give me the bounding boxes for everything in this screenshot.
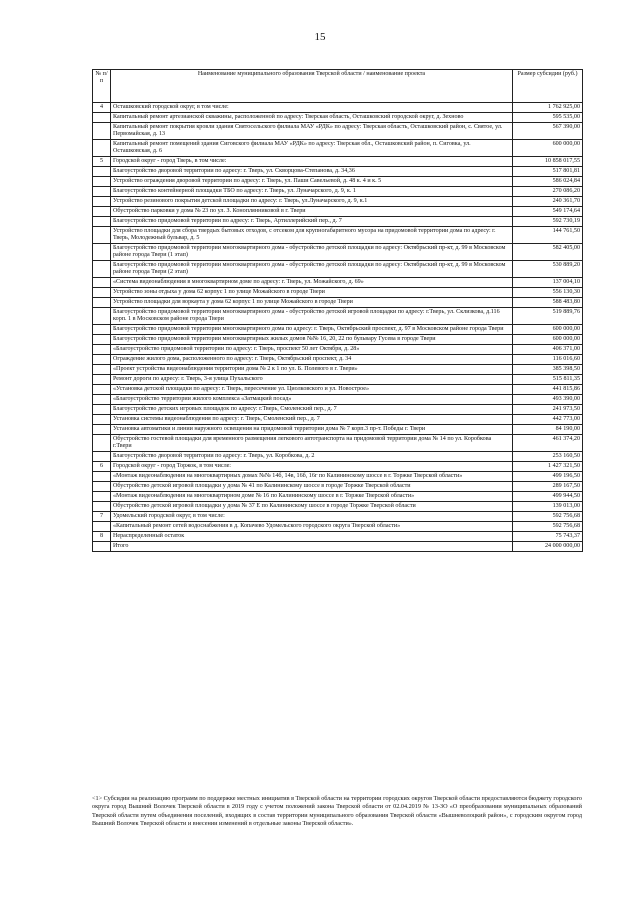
row-subsidy-amount: 75 743,37 bbox=[513, 532, 583, 542]
table-row bbox=[93, 227, 583, 244]
row-project-name: «Монтаж видеонаблюдения на многоквартирных домах №№ 14б, 14в, 16б, 16г по Калининскому шоссе в г. Торжке Тверской области» bbox=[111, 472, 513, 482]
row-number: 6 bbox=[93, 462, 111, 472]
row-number bbox=[93, 375, 111, 385]
table-row bbox=[93, 217, 583, 227]
row-number bbox=[93, 167, 111, 177]
row-project-name: Итого bbox=[111, 542, 513, 552]
row-number bbox=[93, 502, 111, 512]
table-row bbox=[93, 405, 583, 415]
row-project-name: Нераспределенный остаток bbox=[111, 532, 513, 542]
row-project-name: Благоустройство придомовой территории многоквартирных жилых домов №№ 16, 20, 22 по бульвару Гусева в городе Твери bbox=[111, 335, 513, 345]
row-number bbox=[93, 207, 111, 217]
row-project-name: Устройство ограждения дворовой территории по адресу: г. Тверь, ул. Паши Савельевой, д. 48 к. 4 и к. 5 bbox=[111, 177, 513, 187]
row-subsidy-amount: 441 815,86 bbox=[513, 385, 583, 395]
row-subsidy-amount: 137 004,10 bbox=[513, 278, 583, 288]
row-project-name: «Установка детской площадки по адресу: г. Тверь, пересечение ул. Циолковского и ул. Новострое» bbox=[111, 385, 513, 395]
table-row bbox=[93, 502, 583, 512]
row-subsidy-amount: 595 535,00 bbox=[513, 113, 583, 123]
row-number bbox=[93, 197, 111, 207]
row-subsidy-amount: 461 374,20 bbox=[513, 435, 583, 452]
row-number bbox=[93, 395, 111, 405]
table-row bbox=[93, 244, 583, 261]
table-row bbox=[93, 512, 583, 522]
row-project-name: Ограждение жилого дома, расположенного по адресу: г. Тверь, Октябрьский проспект, д. 34 bbox=[111, 355, 513, 365]
row-subsidy-amount: 10 858 017,55 bbox=[513, 157, 583, 167]
row-number bbox=[93, 227, 111, 244]
table-row bbox=[93, 435, 583, 452]
row-number bbox=[93, 123, 111, 140]
table-row bbox=[93, 452, 583, 462]
table-row bbox=[93, 298, 583, 308]
table-row bbox=[93, 197, 583, 207]
row-subsidy-amount: 592 756,68 bbox=[513, 512, 583, 522]
table-row bbox=[93, 167, 583, 177]
row-subsidy-amount: 144 761,50 bbox=[513, 227, 583, 244]
row-subsidy-amount: 499 196,50 bbox=[513, 472, 583, 482]
row-subsidy-amount: 556 130,30 bbox=[513, 288, 583, 298]
row-project-name: «Благоустройство придомовой территории по адресу: г. Тверь, проспект 50 лет Октября, д. 28» bbox=[111, 345, 513, 355]
row-project-name: «Монтаж видеонаблюдения на многоквартирном доме № 16 по Калининскому шоссе в г. Торжке Тверской области» bbox=[111, 492, 513, 502]
row-number bbox=[93, 261, 111, 278]
row-number bbox=[93, 472, 111, 482]
table-row bbox=[93, 123, 583, 140]
row-project-name: «Проект устройства видеонаблюдения территории дома № 2 к 1 по ул. Б. Полевого в г. Твери» bbox=[111, 365, 513, 375]
row-subsidy-amount: 84 190,00 bbox=[513, 425, 583, 435]
table-row bbox=[93, 177, 583, 187]
row-number bbox=[93, 355, 111, 365]
row-subsidy-amount: 530 889,20 bbox=[513, 261, 583, 278]
table-header-row bbox=[93, 70, 583, 103]
row-subsidy-amount: 600 000,00 bbox=[513, 140, 583, 157]
subsidy-table bbox=[92, 69, 583, 552]
row-project-name: Благоустройство контейнерной площадки ТБО по адресу: г. Тверь, ул. Луначарского, д. 9, к. 1 bbox=[111, 187, 513, 197]
table-row bbox=[93, 325, 583, 335]
row-subsidy-amount: 116 016,60 bbox=[513, 355, 583, 365]
row-number bbox=[93, 298, 111, 308]
row-subsidy-amount: 549 174,64 bbox=[513, 207, 583, 217]
row-number bbox=[93, 415, 111, 425]
row-project-name: Благоустройство дворовой территории по адресу: г. Тверь, ул. Коробкова, д. 2 bbox=[111, 452, 513, 462]
row-project-name: Устройство резинового покрытия детской площадки по адресу: г. Тверь, ул.Луначарского, д. 9, к.1 bbox=[111, 197, 513, 207]
row-subsidy-amount: 406 371,00 bbox=[513, 345, 583, 355]
table-row bbox=[93, 278, 583, 288]
row-subsidy-amount: 586 024,84 bbox=[513, 177, 583, 187]
row-subsidy-amount: 515 811,35 bbox=[513, 375, 583, 385]
table-row bbox=[93, 140, 583, 157]
row-subsidy-amount: 519 889,76 bbox=[513, 308, 583, 325]
row-subsidy-amount: 517 801,81 bbox=[513, 167, 583, 177]
row-subsidy-amount: 139 013,00 bbox=[513, 502, 583, 512]
row-number bbox=[93, 385, 111, 395]
row-number: 4 bbox=[93, 103, 111, 113]
table-row bbox=[93, 345, 583, 355]
row-subsidy-amount: 600 000,00 bbox=[513, 325, 583, 335]
row-subsidy-amount: 582 405,00 bbox=[513, 244, 583, 261]
row-subsidy-amount: 493 390,00 bbox=[513, 395, 583, 405]
row-project-name: Удомельский городской округ, в том числе: bbox=[111, 512, 513, 522]
row-number bbox=[93, 492, 111, 502]
row-project-name: «Капитальный ремонт сетей водоснабжения в д. Копачево Удомельского городского округа Тверской области» bbox=[111, 522, 513, 532]
row-number bbox=[93, 217, 111, 227]
row-number: 8 bbox=[93, 532, 111, 542]
table-row bbox=[93, 375, 583, 385]
row-number bbox=[93, 325, 111, 335]
table-row bbox=[93, 355, 583, 365]
table-row bbox=[93, 395, 583, 405]
row-project-name: Благоустройство придомовой территории многоквартирного дома по адресу: г. Тверь, Октябрьский проспект, д. 97 в Московском районе города Твери bbox=[111, 325, 513, 335]
row-subsidy-amount: 289 167,50 bbox=[513, 482, 583, 492]
row-project-name: Установка автоматики и линии наружного освещения на придомовой территории дома № 7 корп.3 пр-т. Победы г. Твери bbox=[111, 425, 513, 435]
row-subsidy-amount: 592 730,19 bbox=[513, 217, 583, 227]
row-project-name: Обустройство детской игровой площадки у дома № 37 Е по Калининскому шоссе в городе Торжке Тверской области bbox=[111, 502, 513, 512]
row-project-name: Благоустройство дворовой территории по адресу: г. Тверь, ул. Скворцова-Степанова, д. 34,36 bbox=[111, 167, 513, 177]
row-number bbox=[93, 244, 111, 261]
row-subsidy-amount: 1 427 321,50 bbox=[513, 462, 583, 472]
table-row bbox=[93, 157, 583, 167]
row-subsidy-amount: 1 762 925,00 bbox=[513, 103, 583, 113]
row-project-name: Благоустройство придомовой территории многоквартирного дома - обустройство детской игровой площадки по адресу: г.Тверь, ул. Склизкова, д.116 корп. 1 в Московском районе города Твери bbox=[111, 308, 513, 325]
row-subsidy-amount: 270 086,20 bbox=[513, 187, 583, 197]
footnote-text: <1> Субсидии на реализацию программ по поддержке местных инициатив в Тверской области на территории городских округов Тверской области предоставляются бюджету городского округа город Вышний Волочек Тверской области в 2019 году с учетом положений закона Тверской области от 02.04.2019 № 13-ЗО «О преобразовании муниципальных образований Тверской области путем объединения поселений, входящих в состав территории муниципального образования Тверской области «Вышневолоцкий район», с городским округом город Вышний Волочек Тверской области и внесении изменений в отдельные законы Тверской области». bbox=[92, 795, 582, 828]
row-number bbox=[93, 425, 111, 435]
table-row bbox=[93, 308, 583, 325]
table-row bbox=[93, 532, 583, 542]
row-subsidy-amount: 567 390,00 bbox=[513, 123, 583, 140]
header-num: № п/п bbox=[93, 70, 111, 103]
row-project-name: Капитальный ремонт артезианской скважины, расположенной по адресу: Тверская область, Осташковский городской округ, д. Зехново bbox=[111, 113, 513, 123]
row-project-name: Установка системы видеонаблюдения по адресу: г. Тверь, Смоленский пер., д. 7 bbox=[111, 415, 513, 425]
row-number bbox=[93, 435, 111, 452]
row-subsidy-amount: 588 483,80 bbox=[513, 298, 583, 308]
row-project-name: Ремонт дороги по адресу: г. Тверь, 3-я улица Пухальского bbox=[111, 375, 513, 385]
row-number: 5 bbox=[93, 157, 111, 167]
table-row bbox=[93, 472, 583, 482]
table-body bbox=[93, 103, 583, 552]
row-project-name: «Система видеонаблюдения в многоквартирном доме по адресу: г. Тверь, ул. Можайского, д. 69» bbox=[111, 278, 513, 288]
row-project-name: Городской округ - город Тверь, в том числе: bbox=[111, 157, 513, 167]
row-number bbox=[93, 522, 111, 532]
row-project-name: Устройство зоны отдыха у дома 62 корпус 1 по улице Можайского в городе Твери bbox=[111, 288, 513, 298]
table-row bbox=[93, 335, 583, 345]
row-number bbox=[93, 308, 111, 325]
row-subsidy-amount: 385 398,50 bbox=[513, 365, 583, 375]
row-project-name: Благоустройство детских игровых площадок по адресу: г.Тверь, Смоленский пер., д. 7 bbox=[111, 405, 513, 415]
row-subsidy-amount: 241 973,50 bbox=[513, 405, 583, 415]
row-number bbox=[93, 345, 111, 355]
row-number bbox=[93, 278, 111, 288]
row-number bbox=[93, 187, 111, 197]
row-project-name: Капитальный ремонт помещений здания Сиговского филиала МАУ «РДК» по адресу: Тверская обл., Осташковский район, п. Сиговка, ул. Осташковская, д. 6 bbox=[111, 140, 513, 157]
row-project-name: Городской округ - город Торжок, в том числе: bbox=[111, 462, 513, 472]
row-number bbox=[93, 177, 111, 187]
row-subsidy-amount: 253 160,50 bbox=[513, 452, 583, 462]
row-number bbox=[93, 405, 111, 415]
table-row bbox=[93, 187, 583, 197]
table-row bbox=[93, 261, 583, 278]
table-row bbox=[93, 542, 583, 552]
row-number bbox=[93, 113, 111, 123]
footnote bbox=[92, 795, 582, 828]
row-project-name: Устройство площадки для сбора твердых бытовых отходов, с отсеком для крупногабаритного мусора на придомовой территории дома по адресу: г. Тверь, Молодежный бульвар, д. 5 bbox=[111, 227, 513, 244]
row-project-name: Устройство площадки для воркаута у дома 62 корпус 1 по улице Можайского в городе Твери bbox=[111, 298, 513, 308]
row-project-name: Обустройство гостевой площадки для временного размещения легкового автотранспорта на придомовой территории дома № 14 по ул. Коробкова г.Твери bbox=[111, 435, 513, 452]
row-number bbox=[93, 140, 111, 157]
table-row bbox=[93, 425, 583, 435]
table-row bbox=[93, 113, 583, 123]
row-project-name: Благоустройство придомовой территории многоквартирного дома - обустройство детской площадки по адресу: Октябрьский пр-кт, д. 99 в Московском районе города Твери (1 этап) bbox=[111, 244, 513, 261]
row-project-name: Осташковский городской округ, в том числе: bbox=[111, 103, 513, 113]
row-subsidy-amount: 600 000,00 bbox=[513, 335, 583, 345]
table-row bbox=[93, 288, 583, 298]
row-subsidy-amount: 592 756,68 bbox=[513, 522, 583, 532]
table-row bbox=[93, 482, 583, 492]
row-number: 7 bbox=[93, 512, 111, 522]
row-number bbox=[93, 365, 111, 375]
table-row bbox=[93, 207, 583, 217]
row-project-name: Благоустройство придомовой территории по адресу: г. Тверь, Артиллерийский пер., д. 7 bbox=[111, 217, 513, 227]
row-number bbox=[93, 335, 111, 345]
row-project-name: Капитальный ремонт покрытия кровли здания Святосельского филиала МАУ «РДК» по адресу: Тверская область, Осташковский район, с. Святое, ул. Первомайская, д. 13 bbox=[111, 123, 513, 140]
row-project-name: Обустройство парковки у дома № 23 по ул. З. Коноплянниковой в г. Твери bbox=[111, 207, 513, 217]
row-subsidy-amount: 240 361,70 bbox=[513, 197, 583, 207]
table-row bbox=[93, 492, 583, 502]
row-number bbox=[93, 452, 111, 462]
table-row bbox=[93, 103, 583, 113]
row-subsidy-amount: 499 944,50 bbox=[513, 492, 583, 502]
row-subsidy-amount: 442 773,00 bbox=[513, 415, 583, 425]
table-row bbox=[93, 522, 583, 532]
row-project-name: Благоустройство придомовой территории многоквартирного дома - обустройство детской площадки по адресу: Октябрьский пр-кт, д. 99 в Московском районе города Твери (2 этап) bbox=[111, 261, 513, 278]
row-project-name: «Благоустройство территории жилого комплекса «Затмацкий посад» bbox=[111, 395, 513, 405]
header-sum: Размер субсидии (руб.) bbox=[513, 70, 583, 103]
page-number: 15 bbox=[314, 31, 326, 43]
row-project-name: Обустройство детской игровой площадки у дома № 41 по Калининскому шоссе в городе Торжке Тверской области bbox=[111, 482, 513, 492]
table-row bbox=[93, 385, 583, 395]
table-row bbox=[93, 462, 583, 472]
header-name: Наименование муниципального образования Тверской области / наименование проекта bbox=[111, 70, 513, 103]
row-number bbox=[93, 288, 111, 298]
row-number bbox=[93, 542, 111, 552]
table-row bbox=[93, 365, 583, 375]
row-subsidy-amount: 24 000 000,00 bbox=[513, 542, 583, 552]
row-number bbox=[93, 482, 111, 492]
table-row bbox=[93, 415, 583, 425]
